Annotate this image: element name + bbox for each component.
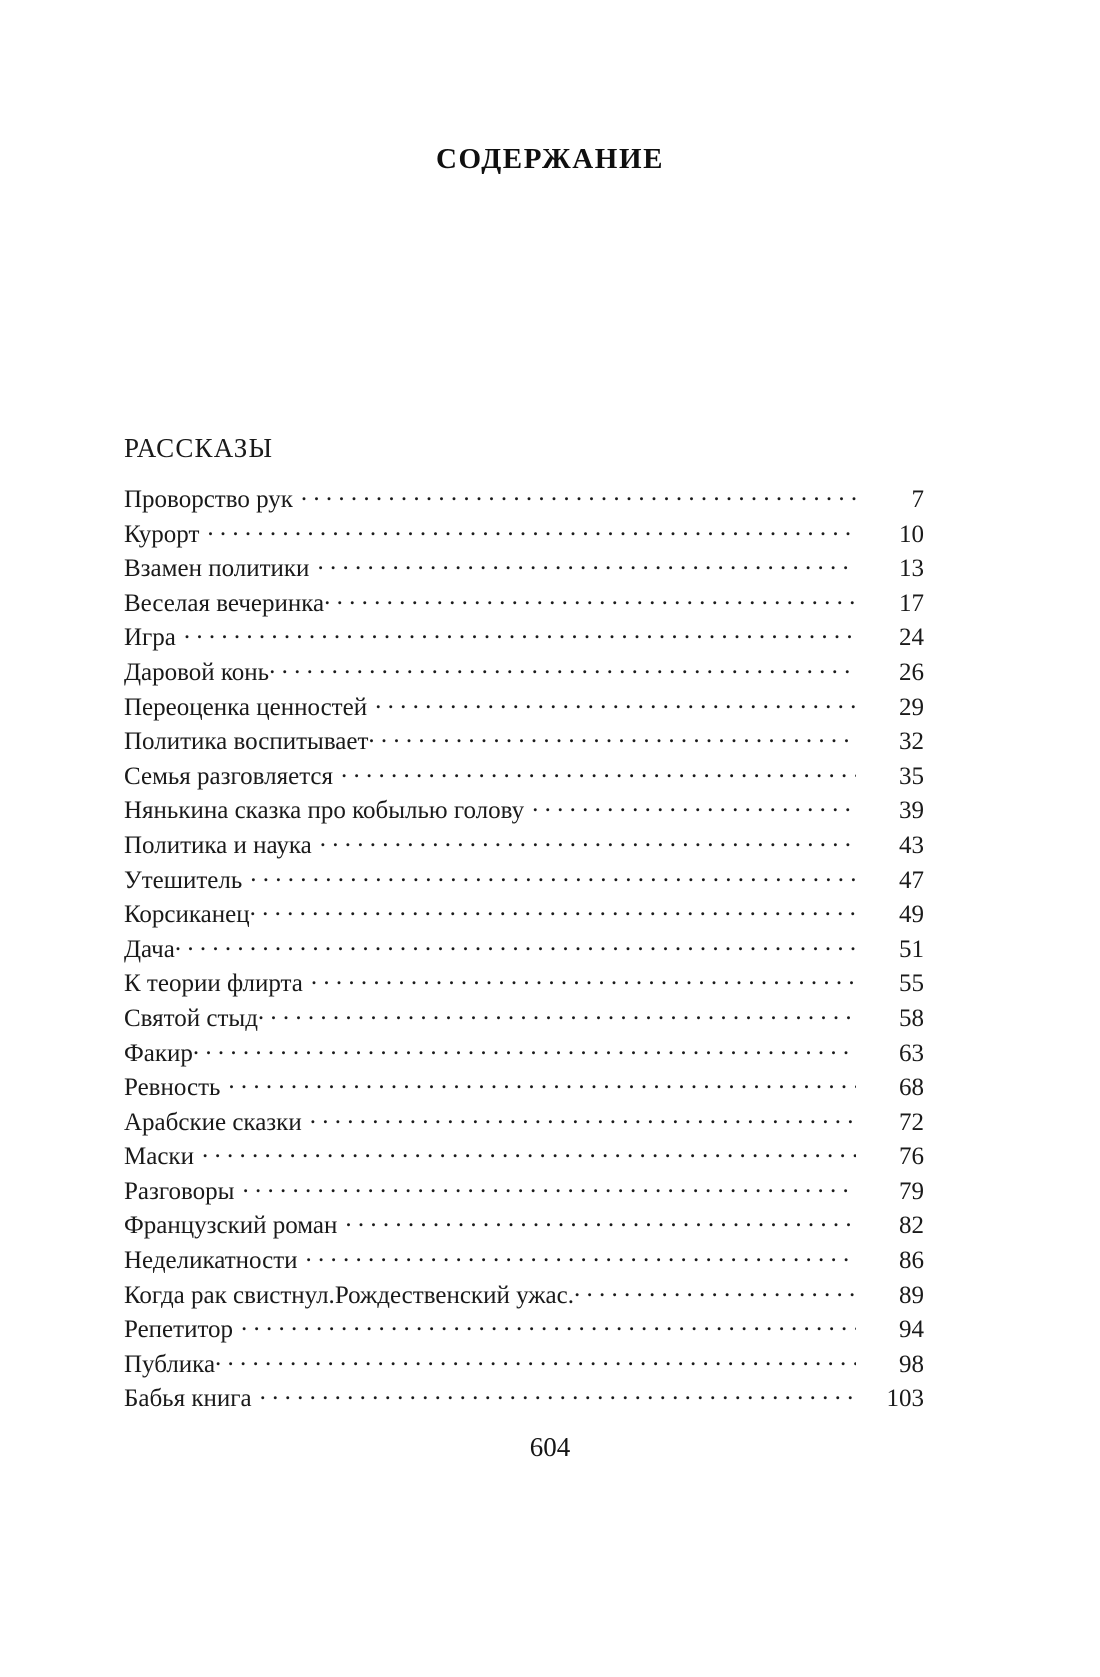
toc-dot-leader (184, 620, 856, 645)
toc-entry-page-number: 10 (899, 520, 924, 548)
toc-dot-leader (202, 1139, 856, 1164)
toc-entry-title: Политика воспитывает (124, 728, 369, 756)
toc-dot-leader (260, 1381, 856, 1406)
toc-entry-page-number: 68 (899, 1074, 924, 1102)
toc-entry-title: Утешитель (124, 866, 243, 894)
toc-entry[interactable] (124, 1036, 924, 1071)
toc-entry[interactable] (124, 828, 924, 863)
toc-entry-title: Репетитор (124, 1316, 234, 1344)
toc-entry[interactable] (124, 759, 924, 794)
toc-entry-page-number: 49 (899, 901, 924, 929)
toc-entry[interactable] (124, 586, 924, 621)
toc-dot-leader (368, 724, 856, 749)
toc-entry[interactable] (124, 1278, 924, 1313)
toc-entry-title: Дача (124, 935, 175, 963)
toc-entry-page-number: 72 (899, 1108, 924, 1136)
toc-entry-page-number: 39 (899, 797, 924, 825)
toc-entry[interactable] (124, 482, 924, 517)
toc-dot-leader (258, 1001, 856, 1026)
toc-entry-title: Бабья книга (124, 1385, 252, 1413)
toc-entry[interactable] (124, 966, 924, 1001)
toc-entry-page-number: 103 (886, 1385, 924, 1413)
toc-entry-title: Неделикатности (124, 1247, 298, 1275)
toc-dot-leader (228, 1070, 856, 1095)
toc-entry-title: Взамен политики (124, 555, 310, 583)
toc-dot-leader (310, 1105, 856, 1130)
toc-entry-page-number: 24 (899, 624, 924, 652)
toc-entry-title: Когда рак свистнул. (124, 1281, 335, 1309)
toc-entry[interactable] (124, 724, 924, 759)
toc-entry-title: К теории флирта (124, 970, 303, 998)
toc-dot-leader (311, 966, 856, 991)
toc-entry-title: Переоценка ценностей (124, 693, 368, 721)
toc-dot-leader (375, 690, 856, 715)
toc-dot-leader (269, 655, 856, 680)
toc-entry-list (124, 482, 924, 1416)
toc-entry[interactable] (124, 863, 924, 898)
toc-entry-page-number: 86 (899, 1247, 924, 1275)
page-folio-number: 604 (529, 1432, 571, 1462)
toc-entry[interactable] (124, 793, 924, 828)
toc-entry-page-number: 76 (899, 1143, 924, 1171)
toc-dot-leader (324, 586, 856, 611)
toc-entry-page-number: 94 (899, 1316, 924, 1344)
toc-entry[interactable] (124, 1208, 924, 1243)
toc-entry[interactable] (124, 1174, 924, 1209)
toc-entry[interactable] (124, 1001, 924, 1036)
toc-entry[interactable] (124, 1312, 924, 1347)
toc-dot-leader (193, 1036, 856, 1061)
toc-entry-page-number: 43 (899, 831, 924, 859)
toc-dot-leader (242, 1174, 856, 1199)
toc-entry[interactable] (124, 551, 924, 586)
section-heading-rasskazy: РАССКАЗЫ (124, 433, 274, 463)
toc-entry-page-number: 13 (899, 555, 924, 583)
page-title: СОДЕРЖАНИЕ (435, 143, 665, 175)
toc-entry-page-number: 79 (899, 1177, 924, 1205)
toc-entry[interactable] (124, 1347, 924, 1382)
toc-entry-title: Игра (124, 624, 176, 652)
toc-dot-leader (175, 932, 856, 957)
toc-entry-title: Арабские сказки (124, 1108, 302, 1136)
toc-entry-title: Даровой конь (124, 658, 270, 686)
toc-dot-leader (345, 1208, 856, 1233)
toc-entry-page-number: 17 (899, 589, 924, 617)
toc-entry-title: Святой стыд (124, 1004, 258, 1032)
toc-entry-title: Французский роман (124, 1212, 338, 1240)
toc-dot-leader (306, 1243, 856, 1268)
toc-entry-title: Веселая вечеринка (124, 589, 325, 617)
toc-entry-page-number: 51 (899, 935, 924, 963)
toc-entry-page-number: 47 (899, 866, 924, 894)
toc-entry-page-number: 82 (899, 1212, 924, 1240)
toc-entry[interactable] (124, 690, 924, 725)
toc-entry-page-number: 55 (899, 970, 924, 998)
toc-entry-page-number: 35 (899, 762, 924, 790)
toc-entry[interactable] (124, 517, 924, 552)
toc-dot-leader (241, 1312, 856, 1337)
toc-dot-leader (341, 759, 856, 784)
toc-dot-leader (250, 863, 856, 888)
toc-entry-title: Ревность (124, 1074, 221, 1102)
toc-entry-page-number: 98 (899, 1350, 924, 1378)
toc-entry[interactable] (124, 1381, 924, 1416)
toc-entry[interactable] (124, 1070, 924, 1105)
toc-entry-title: Факир (124, 1039, 193, 1067)
toc-entry-title: Нянькина сказка про кобылью голову (124, 797, 525, 825)
toc-entry-page-number: 29 (899, 693, 924, 721)
toc-entry-title: Курорт (124, 520, 200, 548)
toc-entry-title: Разговоры (124, 1177, 235, 1205)
toc-entry[interactable] (124, 1139, 924, 1174)
toc-entry[interactable] (124, 1243, 924, 1278)
toc-entry-page-number: 26 (899, 658, 924, 686)
toc-dot-leader (215, 1347, 856, 1372)
toc-entry-title: Корсиканец (124, 901, 250, 929)
toc-entry-title: Семья разговляется (124, 762, 334, 790)
toc-dot-leader (532, 793, 856, 818)
toc-dot-leader (207, 517, 856, 542)
toc-dot-leader (574, 1278, 856, 1303)
toc-entry-title: Политика и наука (124, 831, 312, 859)
toc-entry[interactable] (124, 620, 924, 655)
toc-entry-title: Публика (124, 1350, 216, 1378)
toc-entry-page-number: 7 (911, 486, 924, 513)
toc-entry-page-number: 32 (899, 728, 924, 756)
toc-entry-page-number: 58 (899, 1004, 924, 1032)
toc-dot-leader (320, 828, 856, 853)
toc-dot-leader (301, 482, 856, 507)
toc-dot-leader (317, 551, 856, 576)
toc-entry-page-number: 89 (899, 1281, 924, 1309)
toc-entry-title: Проворство рук (124, 486, 293, 513)
toc-entry[interactable] (124, 932, 924, 967)
toc-entry-title: Маски (124, 1143, 194, 1171)
toc-entry[interactable] (124, 655, 924, 690)
toc-entry-subtitle: Рождественский ужас. (334, 1281, 574, 1309)
toc-entry-page-number: 63 (899, 1039, 924, 1067)
toc-entry[interactable] (124, 1105, 924, 1140)
toc-dot-leader (250, 897, 856, 922)
toc-entry[interactable] (124, 897, 924, 932)
